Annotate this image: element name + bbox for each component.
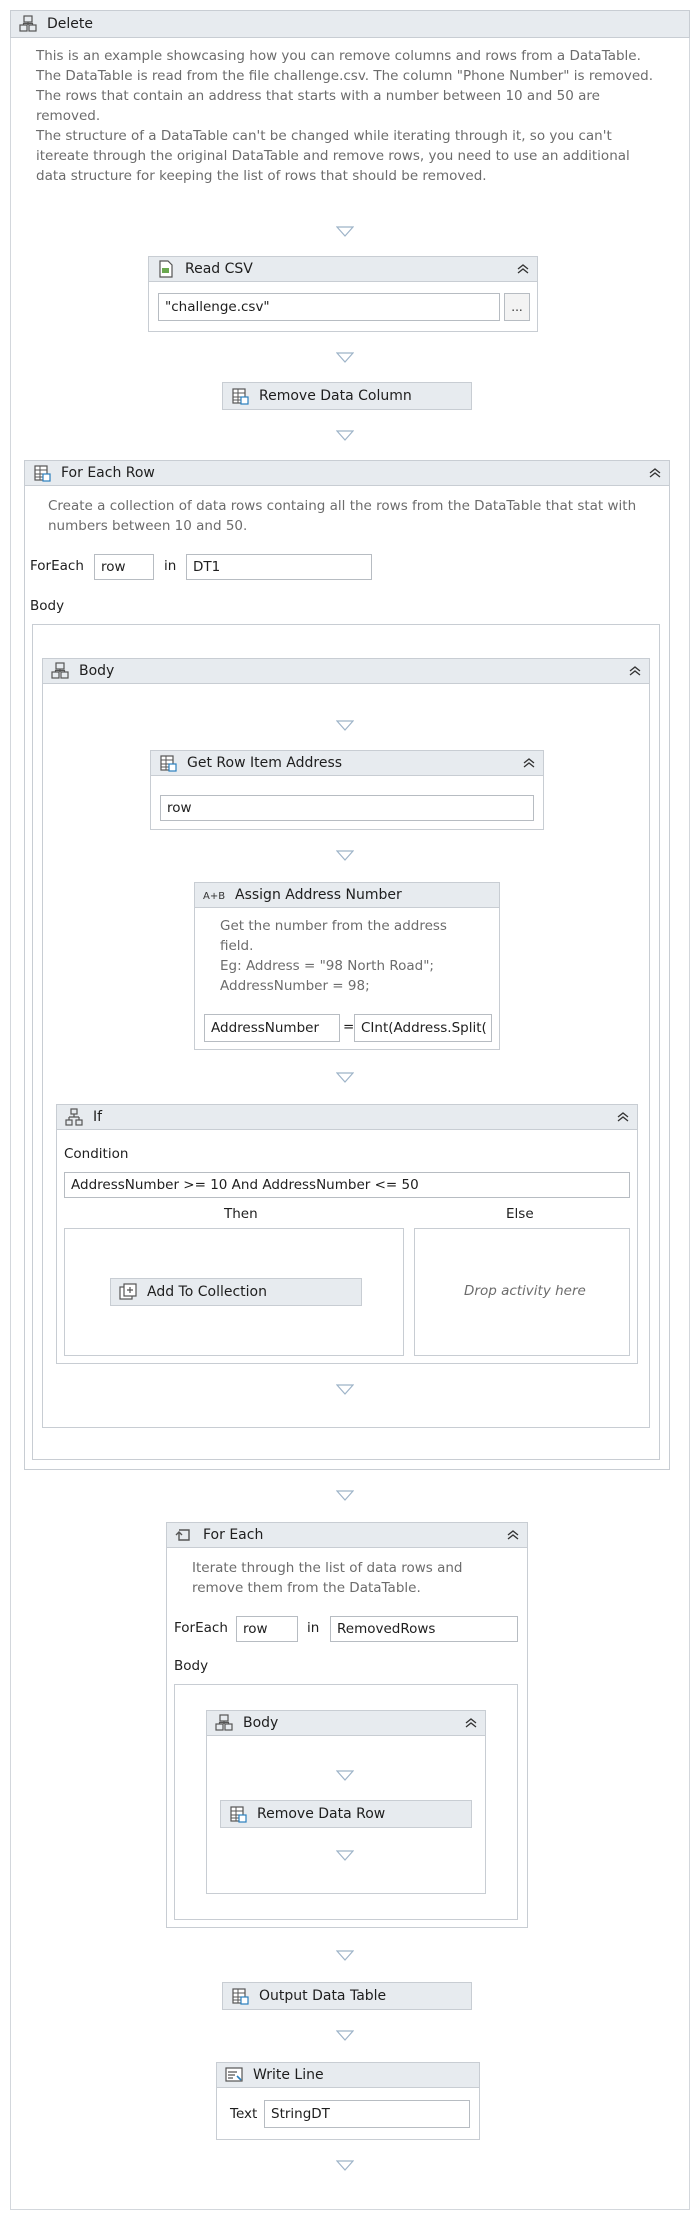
in-label: in (164, 558, 177, 574)
row-input[interactable]: row (160, 795, 534, 821)
body-sequence-header[interactable] (42, 658, 650, 684)
read-csv-header[interactable] (148, 256, 538, 282)
get-row-item-title: Get Row Item Address (187, 755, 343, 771)
for-each-row-annotation: Create a collection of data rows containg all the rows from the DataTable that stat with numbers between 10 and 50. (48, 498, 637, 534)
for-each-body-title: Body (243, 1715, 279, 1731)
drop-arrow-icon[interactable] (336, 226, 354, 237)
add-to-collection-title: Add To Collection (147, 1284, 267, 1300)
for-each-header[interactable] (166, 1522, 528, 1548)
datatable-icon (159, 754, 177, 772)
sequence-icon (215, 1714, 233, 1732)
for-each-title: For Each (203, 1527, 264, 1543)
write-line-header[interactable] (216, 2062, 480, 2088)
output-data-table-activity[interactable] (222, 1982, 472, 2010)
remove-data-row-activity[interactable] (220, 1800, 472, 1828)
foreach-collection-input[interactable]: RemovedRows (330, 1616, 518, 1642)
drop-arrow-icon[interactable] (336, 1384, 354, 1395)
drop-arrow-icon[interactable] (336, 1770, 354, 1781)
foreach-collection-input[interactable]: DT1 (186, 554, 372, 580)
drop-arrow-icon[interactable] (336, 720, 354, 731)
collapse-chevron-icon[interactable] (647, 465, 663, 481)
drop-arrow-icon[interactable] (336, 2160, 354, 2171)
drop-arrow-icon[interactable] (336, 1072, 354, 1083)
foreach-item-input[interactable]: row (94, 554, 154, 580)
write-line-icon (225, 2066, 243, 2084)
get-row-item-header[interactable] (150, 750, 544, 776)
datatable-icon (33, 464, 51, 482)
add-to-collection-activity[interactable] (110, 1278, 362, 1306)
assign-value-input[interactable]: CInt(Address.Split( (354, 1014, 492, 1042)
foreach-item-input[interactable]: row (236, 1616, 298, 1642)
collapse-chevron-icon[interactable] (515, 261, 531, 277)
then-label: Then (224, 1206, 258, 1222)
remove-data-column-activity[interactable] (222, 382, 472, 410)
remove-data-column-title: Remove Data Column (259, 388, 412, 404)
if-icon (65, 1108, 83, 1126)
drop-arrow-icon[interactable] (336, 1950, 354, 1961)
body-label: Body (174, 1658, 209, 1674)
assign-title: Assign Address Number (235, 887, 402, 903)
write-line-text-input[interactable]: StringDT (264, 2100, 470, 2128)
foreach-label: ForEach (30, 558, 84, 574)
body-sequence-title: Body (79, 663, 115, 679)
drop-arrow-icon[interactable] (336, 352, 354, 363)
if-header[interactable] (56, 1104, 638, 1130)
body-label: Body (30, 598, 65, 614)
for-each-body-header[interactable] (206, 1710, 486, 1736)
for-each-annotation: Iterate through the list of data rows and remove them from the DataTable. (192, 1560, 463, 1596)
sequence-icon (51, 662, 69, 680)
foreach-label: ForEach (174, 1620, 228, 1636)
foreach-icon (175, 1526, 193, 1544)
assign-header[interactable] (194, 882, 500, 908)
delete-annotation-1: This is an example showcasing how you can remove columns and rows from a DataTable. The DataTable is read from the file challenge.csv. The column "Phone Number" is removed. The rows that contain an address that starts with a number between 10 and 50 are removed. (36, 48, 654, 124)
drop-arrow-icon[interactable] (336, 850, 354, 861)
condition-label: Condition (64, 1146, 129, 1162)
datatable-icon (231, 1987, 249, 2005)
collapse-chevron-icon[interactable] (627, 663, 643, 679)
collapse-chevron-icon[interactable] (505, 1527, 521, 1543)
if-title: If (93, 1109, 103, 1125)
assign-icon (203, 886, 225, 904)
browse-button[interactable]: ... (504, 293, 530, 321)
drop-arrow-icon[interactable] (336, 1490, 354, 1501)
text-label: Text (230, 2106, 258, 2122)
remove-data-row-title: Remove Data Row (257, 1806, 386, 1822)
add-collection-icon (119, 1283, 137, 1301)
drop-arrow-icon[interactable] (336, 430, 354, 441)
collapse-chevron-icon[interactable] (615, 1109, 631, 1125)
collapse-chevron-icon[interactable] (463, 1715, 479, 1731)
datatable-icon (229, 1805, 247, 1823)
assign-equals: = (343, 1019, 355, 1035)
for-each-row-title: For Each Row (61, 465, 155, 481)
delete-header[interactable] (10, 10, 690, 38)
datatable-icon (231, 387, 249, 405)
delete-title: Delete (47, 16, 93, 32)
collapse-chevron-icon[interactable] (521, 755, 537, 771)
csv-path-input[interactable]: "challenge.csv" (158, 293, 500, 321)
drop-arrow-icon[interactable] (336, 1850, 354, 1861)
drop-arrow-icon[interactable] (336, 2030, 354, 2041)
csv-file-icon (157, 260, 175, 278)
else-label: Else (506, 1206, 534, 1222)
condition-input[interactable]: AddressNumber >= 10 And AddressNumber <= 50 (64, 1172, 630, 1198)
for-each-row-header[interactable] (24, 460, 670, 486)
drop-activity-placeholder[interactable]: Drop activity here (464, 1283, 586, 1299)
output-data-table-title: Output Data Table (259, 1988, 387, 2004)
delete-annotation-2: The structure of a DataTable can't be changed while iterating through it, so you can't itereate through the original DataTable and remove rows, you need to use an additional data structure for keeping the list of rows that should be removed. (36, 128, 630, 184)
assign-to-input[interactable]: AddressNumber (204, 1014, 340, 1042)
write-line-title: Write Line (253, 2067, 324, 2083)
in-label: in (307, 1620, 320, 1636)
read-csv-title: Read CSV (185, 261, 253, 277)
assign-annotation: Get the number from the address field. Eg: Address = "98 North Road"; AddressNumber = 98; (220, 918, 447, 994)
sequence-icon (19, 15, 37, 33)
